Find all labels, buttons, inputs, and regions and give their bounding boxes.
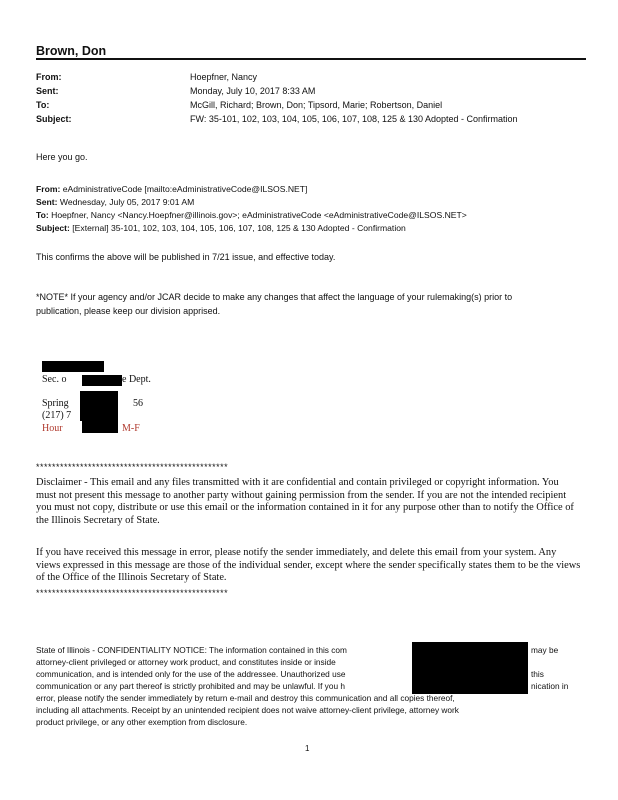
fwd-from bbox=[36, 184, 307, 194]
notice-line-3a: communication, and is intended only for the use of the addressee. Unauthorized use bbox=[36, 669, 346, 679]
fwd-from-label: From: bbox=[36, 184, 61, 194]
disclaimer-paragraph-2: If you have received this message in error, please notify the sender immediately, and delete this email from your system. Any views expressed in this message are those of the individual sender, except where the sender specifically states them to be the views of the Office of the Illinois Secretary of State. bbox=[36, 547, 581, 584]
sent-value: Monday, July 10, 2017 8:33 AM bbox=[190, 86, 316, 96]
signature-line-3: (217) 7 bbox=[42, 410, 72, 421]
note-line-2: publication, please keep our division apprised. bbox=[36, 306, 221, 316]
separator-bottom: ************************************************ bbox=[36, 588, 229, 598]
to-label: To: bbox=[36, 100, 50, 110]
notice-line-4b: nication in bbox=[531, 681, 569, 691]
notice-line-5: error, please notify the sender immediately by return e-mail and destroy this communication and all copies thereof, bbox=[36, 693, 455, 703]
fwd-subject bbox=[36, 223, 406, 233]
signature-line-1b: e Dept. bbox=[122, 374, 151, 385]
signature-redaction-1 bbox=[82, 375, 122, 386]
subject-label: Subject: bbox=[36, 114, 72, 124]
notice-line-3b: this bbox=[531, 669, 544, 679]
greeting: Here you go. bbox=[36, 152, 88, 162]
subject-value: FW: 35-101, 102, 103, 104, 105, 106, 107, 108, 125 & 130 Adopted - Confirmation bbox=[190, 114, 518, 124]
signature-line-4b: M-F bbox=[122, 423, 140, 434]
signature-line-4: Hour bbox=[42, 423, 63, 434]
note-line-1: *NOTE* If your agency and/or JCAR decide to make any changes that affect the language of your rulemaking(s) prior to bbox=[36, 292, 513, 302]
notice-line-2a: attorney-client privileged or attorney work product, and constitutes inside or inside bbox=[36, 657, 336, 667]
signature-line-2: Spring bbox=[42, 398, 69, 409]
signature-name-redaction bbox=[42, 361, 104, 372]
page-number: 1 bbox=[305, 744, 310, 753]
fwd-from-value: eAdministrativeCode [mailto:eAdministrativeCode@ILSOS.NET] bbox=[62, 184, 308, 194]
separator-top: ************************************************ bbox=[36, 462, 229, 472]
fwd-to-label: To: bbox=[36, 210, 49, 220]
notice-line-1b: may be bbox=[531, 645, 559, 655]
fwd-sent bbox=[36, 197, 194, 207]
from-label: From: bbox=[36, 72, 62, 82]
signature-redaction-2 bbox=[80, 391, 118, 421]
from-value: Hoepfner, Nancy bbox=[190, 72, 258, 82]
fwd-to bbox=[36, 210, 467, 220]
fwd-sent-label: Sent: bbox=[36, 197, 58, 207]
fwd-to-value: Hoepfner, Nancy <Nancy.Hoepfner@illinois.gov>; eAdministrativeCode <eAdministrativeCode@ILSOS.NET> bbox=[51, 210, 467, 220]
signature-line-2b: 56 bbox=[133, 398, 143, 409]
signature-redaction-3 bbox=[82, 420, 118, 433]
notice-line-4a: communication or any part thereof is strictly prohibited and may be unlawful. If you h bbox=[36, 681, 345, 691]
fwd-subject-value: [External] 35-101, 102, 103, 104, 105, 106, 107, 108, 125 & 130 Adopted - Confirmation bbox=[72, 223, 406, 233]
notice-line-6: including all attachments. Receipt by an unintended recipient does not waive attorney-client privilege, attorney work bbox=[36, 705, 459, 715]
sent-label: Sent: bbox=[36, 86, 59, 96]
notice-redaction bbox=[412, 642, 528, 694]
confirmation-text: This confirms the above will be published in 7/21 issue, and effective today. bbox=[36, 252, 336, 262]
disclaimer-paragraph-1: Disclaimer - This email and any files transmitted with it are confidential and contain privileged or copyright information. You must not present this message to another party without gaining permission from the sender. If you are not the intended recipient you must not copy, distribute or use this email or the information contained in it for any purpose other than to notify the Office of the Illinois Secretary of State. bbox=[36, 477, 574, 526]
sender-name: Brown, Don bbox=[36, 44, 107, 58]
fwd-subject-label: Subject: bbox=[36, 223, 70, 233]
header-rule bbox=[36, 58, 586, 60]
fwd-sent-value: Wednesday, July 05, 2017 9:01 AM bbox=[59, 197, 195, 207]
signature-line-1: Sec. o bbox=[42, 374, 67, 385]
notice-line-7: product privilege, or any other exemption from disclosure. bbox=[36, 717, 248, 727]
to-value: McGill, Richard; Brown, Don; Tipsord, Marie; Robertson, Daniel bbox=[190, 100, 443, 110]
notice-line-1a: State of Illinois - CONFIDENTIALITY NOTICE: The information contained in this com bbox=[36, 645, 347, 655]
